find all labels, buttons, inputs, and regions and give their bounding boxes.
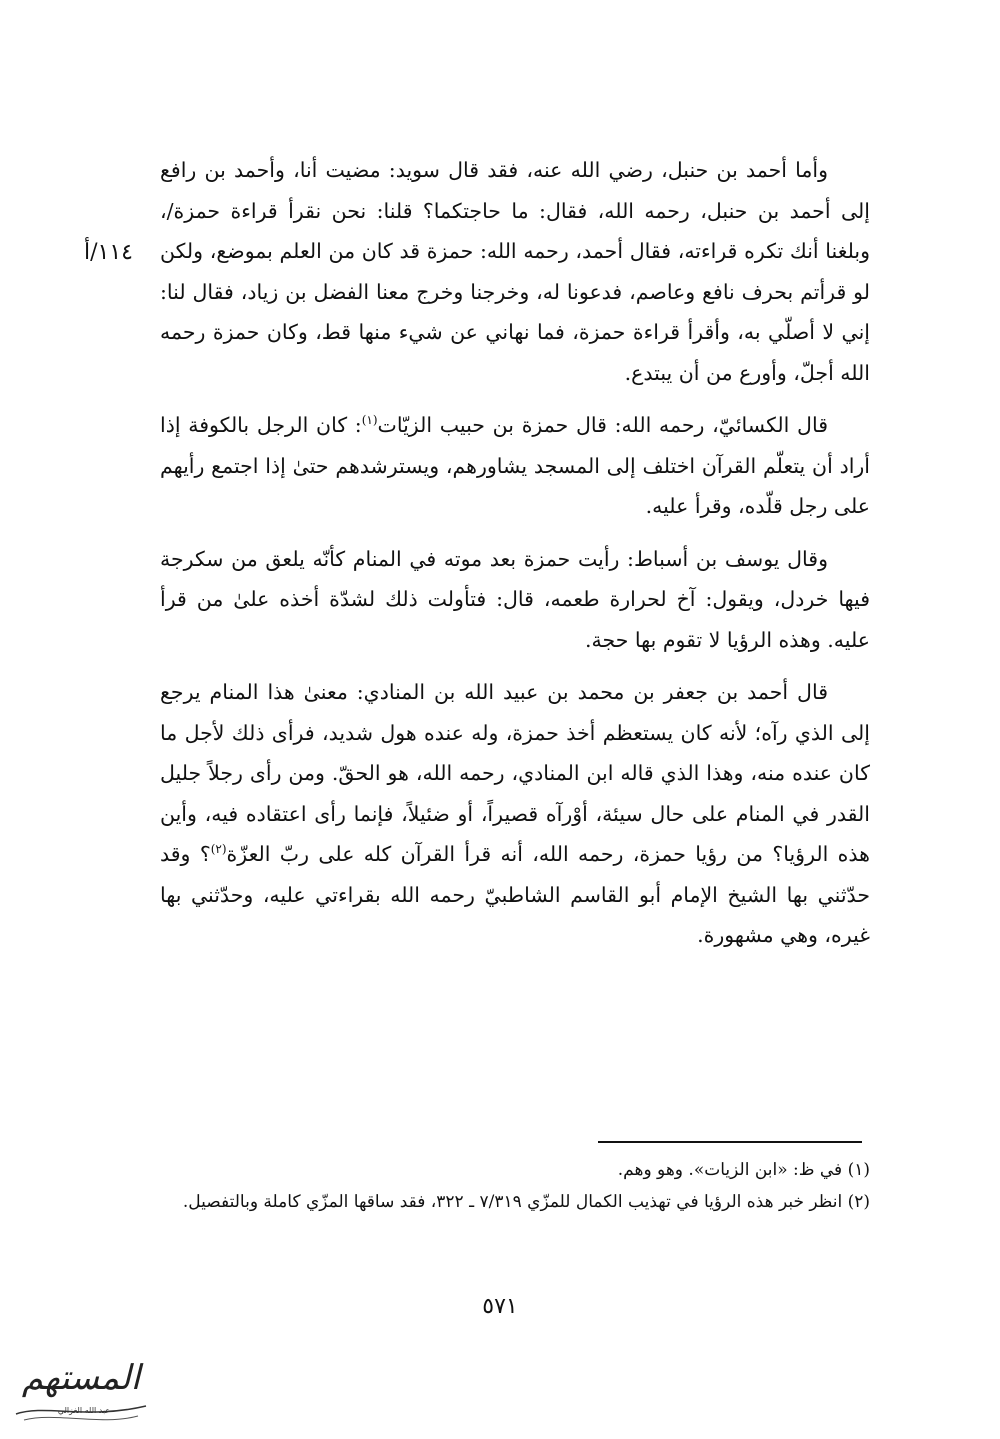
paragraph-1: وأما أحمد بن حنبل، رضي الله عنه، فقد قال سويد: مضيت أنا، وأحمد بن رافع إلى أحمد بن حنبل، رحمه الله، فقال: ما حاجتكما؟ قلنا: نحن نقرأ قراءة حمزة/، وبلغنا أنك تكره قراءته، فقال أحمد، رحمه الله: حمزة قد كان من العلم بموضع، ولكن لو قرأتم بحرف نافع وعاصم، فدعونا له، وخرجنا وخرج معنا الفضل بن زياد، فقال لنا: إني لا أصلّي به، وأقرأ قراءة حمزة، فما نهاني عن شيء منها قط، وكان حمزة رحمه الله أجلّ، وأورع من أن يبتدع. — [160, 158, 870, 385]
page-number: ٥٧١ — [482, 1294, 518, 1319]
footnote-2: (٢) انظر خبر هذه الرؤيا في تهذيب الكمال للمزّي ٧/٣١٩ ـ ٣٢٢، فقد ساقها المزّي كاملة وبالتفصيل. — [182, 1192, 870, 1212]
library-stamp — [6, 1356, 156, 1430]
paragraph-4-before: قال أحمد بن جعفر بن محمد بن عبيد الله بن المنادي: معنىٰ هذا المنام يرجع إلى الذي رآه؛ لأنه كان يستعظم أخذ حمزة، وله عنده هول شديد، فرأى ذلك لأجل ما كان عنده منه، وهذا الذي قاله ابن المنادي، رحمه الله، هو الحقّ. ومن رأى رجلاً جليل القدر في المنام على حال سيئة، أوْرآه قصيراً، أو ضئيلاً، فإنما رأى اعتقاده فيه، وأين هذه الرؤيا؟ من رؤيا حمزة، رحمه الله، أنه قرأ القرآن كله على ربّ العزّة — [160, 680, 870, 866]
footnote-1: (١) في ظ: «ابن الزيات». وهو وهم. — [617, 1160, 870, 1180]
paragraph-3: وقال يوسف بن أسباط: رأيت حمزة بعد موته في المنام كأنّه يلعق من سكرجة فيها خردل، ويقول: آخ لحرارة طعمه، قال: فتأولت ذلك لشدّة أخذه علىٰ من قرأ عليه. وهذه الرؤيا لا تقوم بها حجة. — [160, 546, 870, 652]
paragraph-2 — [160, 405, 870, 527]
stamp-sub-lettering: عبد الله الغزالي — [57, 1406, 111, 1415]
manuscript-folio-note: ١١٤/أ — [84, 240, 133, 265]
stamp-lettering: المستهم — [21, 1358, 141, 1398]
footnote-separator — [598, 1141, 862, 1143]
main-text — [160, 150, 870, 968]
footnotes — [160, 1156, 870, 1220]
paragraph-4 — [160, 672, 870, 956]
footnote-marker-2: (٢) — [210, 842, 227, 857]
paragraph-2-before: قال الكسائيّ، رحمه الله: قال حمزة بن حبيب الزيّات — [377, 413, 828, 437]
paragraph-4-after: ؟ وقد حدّثني بها الشيخ الإمام أبو القاسم الشاطبيّ رحمه الله بقراءتي عليه، وحدّثني بها غيره، وهي مشهورة. — [160, 842, 870, 947]
paragraph-2-after: : كان الرجل بالكوفة إذا أراد أن يتعلّم القرآن اختلف إلى المسجد يشاورهم، ويسترشدهم حتىٰ إذا اجتمع رأيهم على رجل قلّده، وقرأ عليه. — [160, 413, 870, 518]
footnote-marker-1: (١) — [361, 413, 378, 428]
